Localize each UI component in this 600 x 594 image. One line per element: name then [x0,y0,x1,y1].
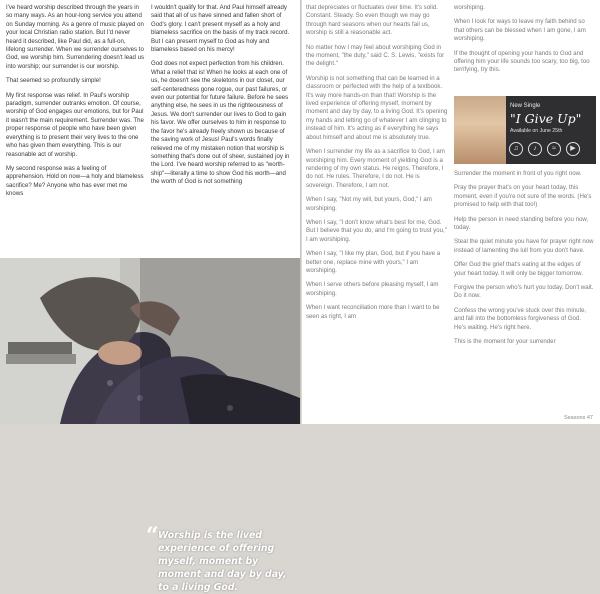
paragraph: When I say, "Not my will, but yours, God," I am worshiping. [306,196,432,212]
right-column-1 [306,4,449,327]
paragraph: I wouldn't qualify for that. And Paul himself already said that all of us have sinned and fallen short of God's glory. I can't present myself as a holy and blameless sacrifice on the basis of my track record. But I can present myself to God as holy and blameless based on his mercy! [151,4,290,54]
paragraph: I've heard worship described through the years in so many ways. As an hour-long service you attend on Sunday morning. As a genre of music played on your local Christian radio station. But I'd never heard it described, like Paul did, as a full-on, lifelong surrender. When we surrender ourselves to God, we worship him. Surrendering doesn't lead us into worship; our surrender is our worship. [6,4,145,70]
spotify-icon[interactable]: ≈ [547,142,561,156]
paragraph: Worship is not something that can be learned in a classroom or perfected with the help of a textbook. It's way more hands-on than that! Worship is the lived experience of offering myself, moment by moment and day by day, to a living God. It's opening my hands and letting go of whatever I am clinging to instead of him. It's acting as if everything he says about himself and about me is absolutely true. [306,74,448,141]
paragraph: worshiping. [454,4,485,11]
paragraph: When I serve others before pleasing myself, I am worshiping. [306,281,439,297]
paragraph: Help the person in need standing before you now, today. [454,215,589,232]
artist-photo [454,96,506,164]
play-icon[interactable]: ▶ [566,142,580,156]
right-column-2 [454,4,594,81]
paragraph: When I want reconciliation more than I want to be seen as right, I am [306,304,440,320]
right-page [302,0,600,424]
paragraph: Forgive the person who's hurt you today. Don't wait. Do it now. [454,284,594,300]
page-folio: Seasons 47 [563,415,593,421]
music-note-icon[interactable]: ♪ [528,142,542,156]
paragraph: Steal the quiet minute you have for prayer right now instead of lamenting the lull from you don't have. [454,238,594,254]
ad-label: New Single [510,103,541,109]
right-column-2-continued [454,170,594,353]
streaming-icons [509,142,593,156]
paragraph: When I surrender my life as a sacrifice to God, I am worshiping him. Every moment of yielding God is a rendering of my own status. He reigns. Therefore, I do not. He rules. Therefore, I do not. He is sovereign. Therefore, I am not. [306,148,445,189]
paragraph: My second response was a feeling of apprehension. Hold on now—a holy and blameless sacrifice? Me? Anyone who has ever met me knows [6,164,144,198]
pull-quote-text: Worship is the lived experience of offering myself, moment by moment and day by day, to a living God. [158,530,287,593]
paragraph: When I look for ways to leave my faith behind so that others can be blessed when I am gone, I am worshiping. [454,18,586,43]
paragraph: This is the moment for your surrender [454,338,556,346]
pull-quote [146,523,292,594]
paragraph: When I say, "I like my plan, God, but if you have a better one, replace mine with yours," I am worshiping. [306,250,441,274]
paragraph: Offer God the grief that's eating at the edges of your heart today. It will only be bigger tomorrow. [454,261,583,277]
paragraph: That seemed so profoundly simple! [6,77,101,85]
paragraph: Confess the wrong you've stuck over this minute, and fall into the bottomless forgiveness of God. He's waiting. He's right here. [454,306,587,331]
single-advertisement[interactable] [454,96,596,164]
paragraph: Surrender the moment in front of you right now. [454,170,582,177]
left-page [0,0,300,593]
praying-woman-photo [0,258,300,593]
paragraph: No matter how I may feel about worshiping God in the moment, "the duty," said C. S. Lewis, "exists for the delight." [306,43,445,68]
ad-release-date: Available on June 25th [510,128,563,134]
paragraph: When I say, "I don't know what's best for me, God. But I believe that you do, and I'm going to trust you," I am worshiping. [306,218,447,243]
left-column-2 [151,4,294,193]
paragraph: Pray the prayer that's on your heart today, this moment, even if you're not sure of the words. (He's promised to help with that too!) [454,184,592,209]
paragraph: If the thought of opening your hands to God and offering him your life sounds too scary, too big, too terrifying, try this. [454,49,590,74]
photo-illustration [0,258,300,424]
paragraph: that depreciates or fluctuates over time. It's solid. Constant. Steady. So even though we may go through hard seasons when our hearts fail us, worship is still a reasonable act. [306,4,438,37]
ad-title: "I Give Up" [510,111,582,126]
left-column-1 [6,4,146,205]
paragraph: My first response was relief. In Paul's worship paradigm, surrender outranks emotion. Of course, worship of God engages our emotions, but for Paul it wasn't the main requirement. Surrender was. The proper response of people who have been given everything is to present their very lives to the one who has given them everything. This is our reasonable act of worship. [6,91,144,158]
apple-music-icon[interactable]: ♫ [509,142,523,156]
paragraph: God does not expect perfection from his children. What a relief that is! When he looks at each one of us, he doesn't see the skeletons in our closet, our self-centeredness gone rogue, our past failures, or even our potential for future failure. Before he sees anything else, he sees in us the righteousness of Jesus. We don't surrender our lives to God to gain his favor. We offer ourselves to him in response to the favor he's already freely shown us because of the saving work of Jesus! Paul's words finally relieved me of my mistaken notion that worship is something that's done out of sheer, sustained joy in the Lord. I've heard worship referred to as "worth-ship"—literally a time to show God his worth—and the worth of God is not something [151,60,290,186]
quote-mark-icon: “ [146,523,159,549]
